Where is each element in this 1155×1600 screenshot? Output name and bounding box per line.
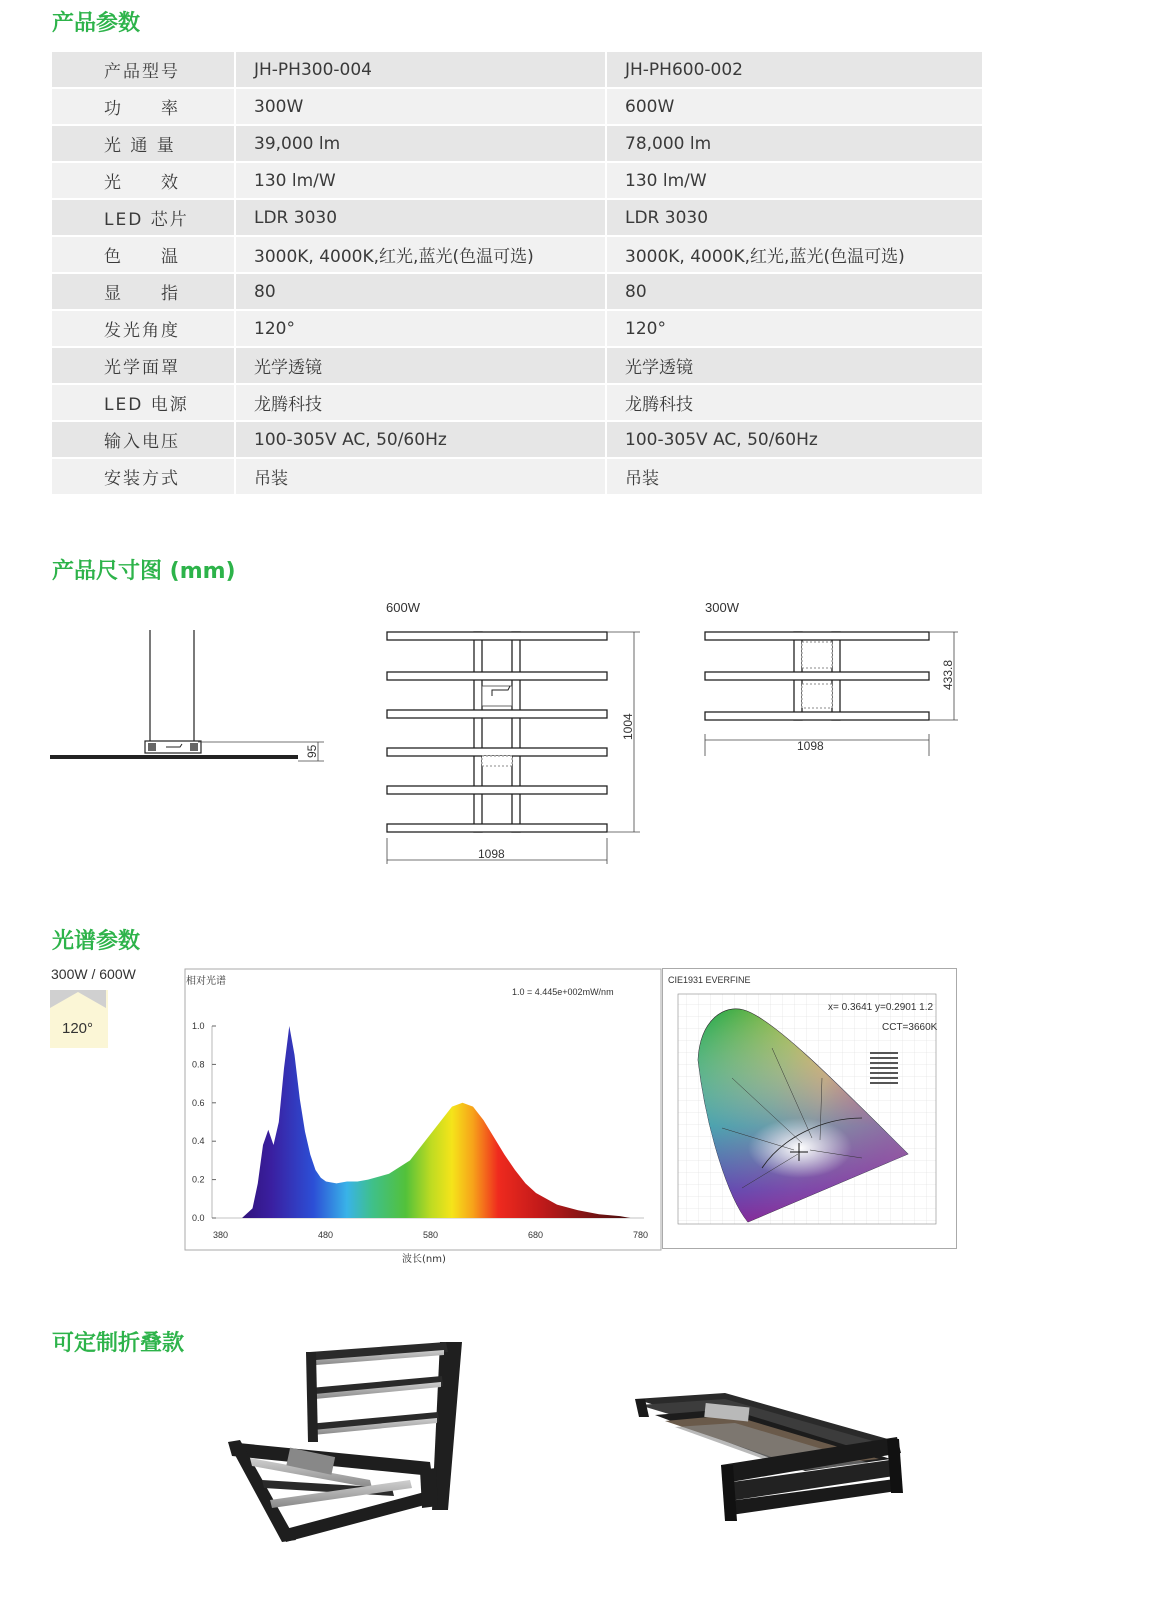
spec-value-600w: 600W [607, 89, 982, 124]
d600-width-label: 1098 [478, 847, 505, 861]
x-tick-label: 780 [633, 1230, 649, 1240]
spectrum-model-label: 300W / 600W [51, 966, 136, 982]
d300-drawing [700, 622, 970, 762]
foldable-fixture-photo-right [625, 1375, 925, 1545]
spec-value-600w: 龙腾科技 [607, 385, 982, 420]
d300-width-label: 1098 [797, 739, 824, 753]
spec-table [52, 50, 982, 496]
spec-row [52, 52, 982, 87]
spec-label: 光学面罩 [52, 348, 236, 383]
x-tick-label: 580 [423, 1230, 439, 1240]
spec-value-300w: 120° [236, 311, 607, 346]
spec-value-300w: JH-PH300-004 [236, 52, 607, 87]
x-tick-label: 680 [528, 1230, 544, 1240]
spec-value-300w: LDR 3030 [236, 200, 607, 235]
spec-value-600w: 80 [607, 274, 982, 309]
y-tick-label: 0.0 [192, 1213, 205, 1223]
spec-row [52, 163, 982, 198]
y-tick-label: 0.8 [192, 1059, 205, 1070]
spec-value-600w: 光学透镜 [607, 348, 982, 383]
spec-label: 产品型号 [52, 52, 236, 87]
y-tick-label: 0.2 [192, 1174, 205, 1185]
cie-diagram [662, 968, 958, 1250]
side-height-label: 95 [305, 744, 319, 758]
spec-label: 功 率 [52, 89, 236, 124]
spec-value-300w: 130 lm/W [236, 163, 607, 198]
y-tick-label: 0.4 [192, 1136, 205, 1147]
spec-row [52, 385, 982, 420]
section-title-foldable: 可定制折叠款 [52, 1331, 185, 1356]
spec-row [52, 459, 982, 494]
spec-label: LED 电源 [52, 385, 236, 420]
section-title-dimensions: 产品尺寸图 (mm) [52, 559, 236, 584]
section-title-params: 产品参数 [52, 11, 141, 36]
spec-value-600w: 130 lm/W [607, 163, 982, 198]
x-tick-label: 380 [213, 1230, 229, 1240]
spec-row [52, 274, 982, 309]
cie-cct: CCT=3660K [882, 1022, 938, 1033]
d600-height-label: 1004 [621, 713, 635, 740]
spec-label: 色 温 [52, 237, 236, 272]
d600-label: 600W [386, 600, 420, 615]
spec-row [52, 348, 982, 383]
spec-value-600w: JH-PH600-002 [607, 52, 982, 87]
cie-xy: x= 0.3641 y=0.2901 1.2 [828, 1002, 934, 1013]
spec-label: 输入电压 [52, 422, 236, 457]
x-tick-label: 480 [318, 1230, 334, 1240]
beam-angle-value: 120° [62, 1020, 94, 1037]
d300-label: 300W [705, 600, 739, 615]
spec-value-300w: 300W [236, 89, 607, 124]
spec-value-300w: 吊装 [236, 459, 607, 494]
spec-label: LED 芯片 [52, 200, 236, 235]
spec-value-300w: 100-305V AC, 50/60Hz [236, 422, 607, 457]
spec-label: 光 通 量 [52, 126, 236, 161]
d600-drawing [380, 622, 650, 872]
spec-label: 光 效 [52, 163, 236, 198]
spec-value-600w: 78,000 lm [607, 126, 982, 161]
spectrum-chart-title: 相对光谱 [186, 976, 226, 987]
spec-value-300w: 龙腾科技 [236, 385, 607, 420]
spectrum-chart [184, 968, 662, 1268]
spec-row [52, 126, 982, 161]
spec-value-600w: 120° [607, 311, 982, 346]
spectrum-xlabel: 波长(nm) [402, 1254, 446, 1265]
d300-height-label: 433.8 [941, 659, 955, 690]
foldable-fixture-photo-left [170, 1330, 500, 1555]
spec-label: 显 指 [52, 274, 236, 309]
spec-value-600w: 3000K, 4000K,红光,蓝光(色温可选) [607, 237, 982, 272]
side-view-drawing [48, 625, 338, 770]
y-tick-label: 0.6 [192, 1097, 205, 1108]
spec-row [52, 422, 982, 457]
spec-row [52, 237, 982, 272]
y-tick-label: 1.0 [192, 1021, 205, 1031]
spec-row [52, 311, 982, 346]
spec-value-600w: 吊装 [607, 459, 982, 494]
spec-value-300w: 光学透镜 [236, 348, 607, 383]
spec-value-300w: 80 [236, 274, 607, 309]
spec-value-300w: 39,000 lm [236, 126, 607, 161]
beam-angle-icon [50, 990, 108, 1048]
spectrum-scale-note: 1.0 = 4.445e+002mW/nm [512, 987, 614, 997]
spec-value-300w: 3000K, 4000K,红光,蓝光(色温可选) [236, 237, 607, 272]
spec-value-600w: LDR 3030 [607, 200, 982, 235]
spec-value-600w: 100-305V AC, 50/60Hz [607, 422, 982, 457]
spec-row [52, 89, 982, 124]
spec-row [52, 200, 982, 235]
section-title-spectrum: 光谱参数 [52, 929, 141, 954]
cie-title: CIE1931 EVERFINE [668, 975, 751, 985]
spec-label: 安装方式 [52, 459, 236, 494]
spec-label: 发光角度 [52, 311, 236, 346]
